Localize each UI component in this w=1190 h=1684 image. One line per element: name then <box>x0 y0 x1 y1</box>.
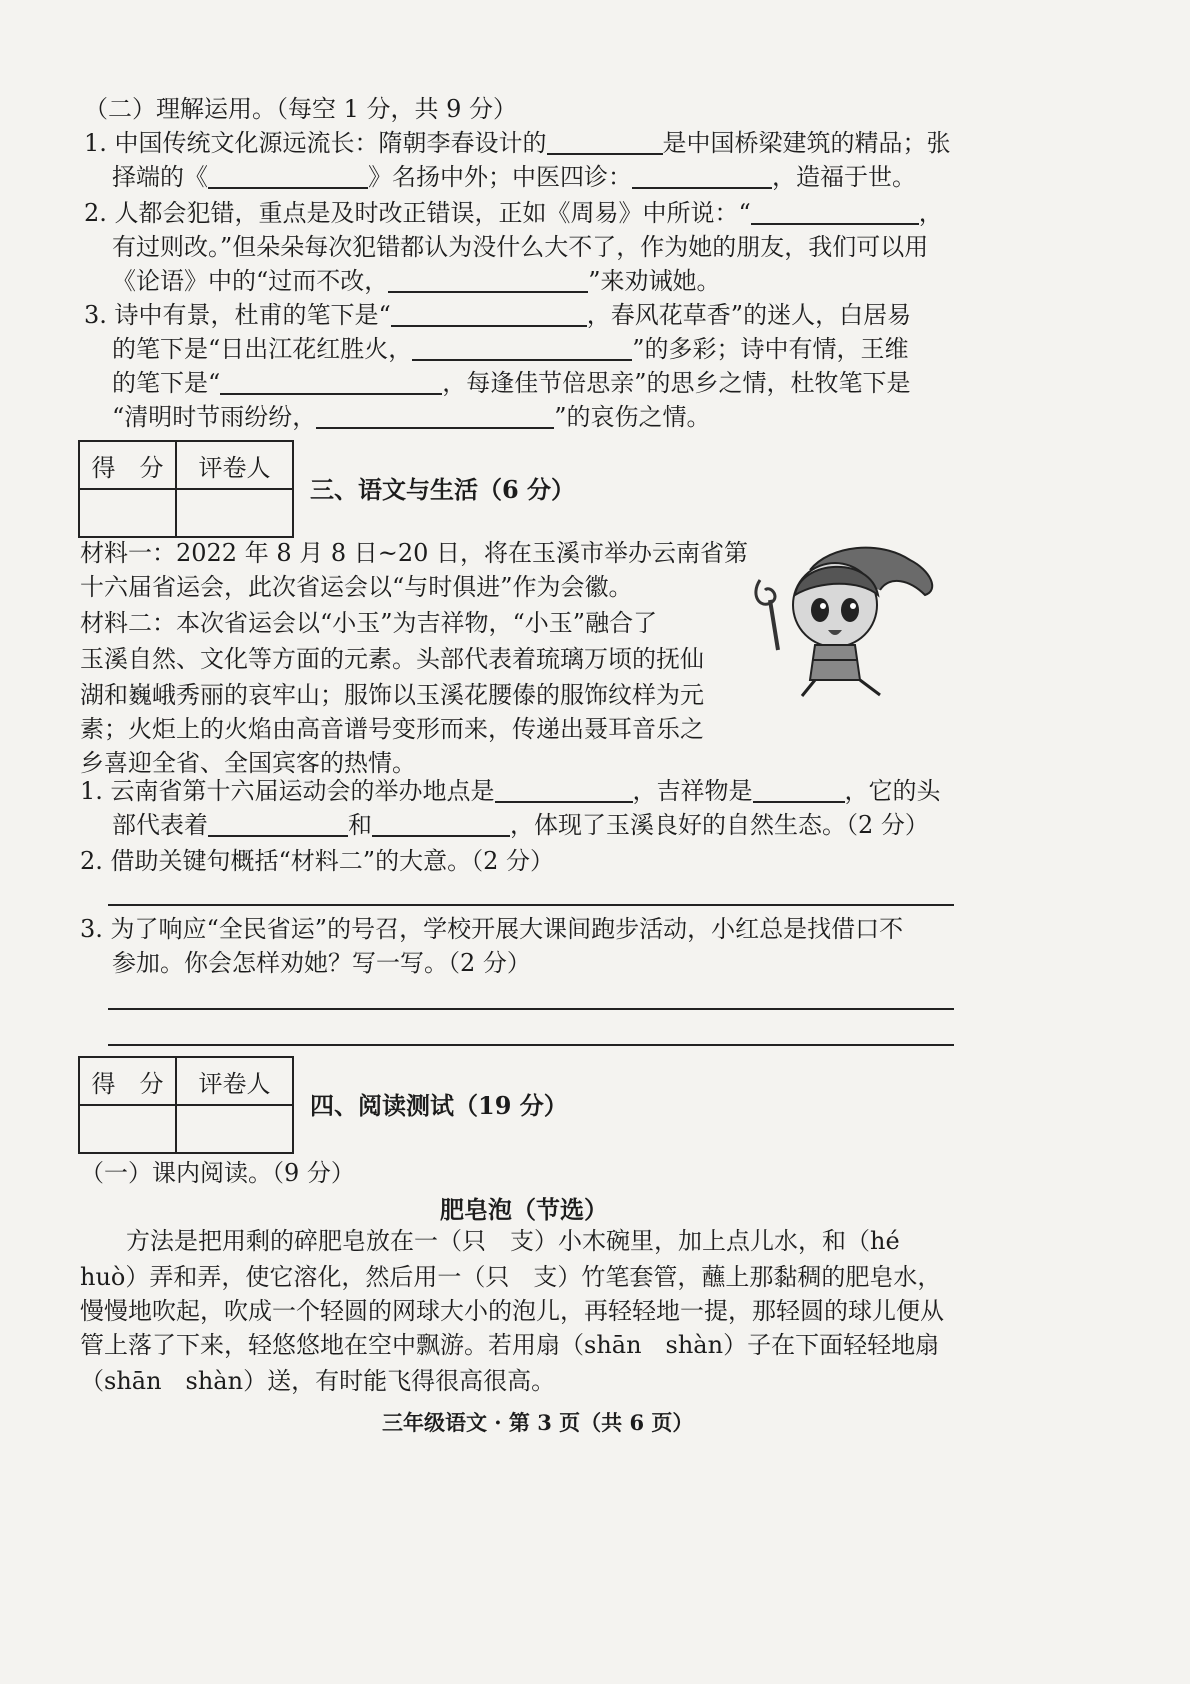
question-3-line4: “清明时节雨纷纷， ”的哀伤之情。 <box>112 403 711 431</box>
grader-cell[interactable] <box>176 489 293 537</box>
question-2-line1: 2. 人都会犯错，重点是及时改正错误，正如《周易》中所说：“ ， <box>84 199 943 227</box>
passage-line: 方法是把用剩的碎肥皂放在一（只 支）小木碗里，加上点儿水，和（hé <box>126 1227 900 1255</box>
reading-sub1: （一）课内阅读。（9 分） <box>80 1159 355 1187</box>
s3-question-1-line1: 1. 云南省第十六届运动会的举办地点是 ，吉祥物是 ，它的头 <box>80 777 941 805</box>
question-3-line2: 的笔下是“日出江花红胜火， ”的多彩；诗中有情，王维 <box>112 335 909 363</box>
answer-line[interactable] <box>108 1044 954 1046</box>
question-3-line1: 3. 诗中有景，杜甫的笔下是“ ，春风花草香”的迷人，白居易 <box>84 301 912 329</box>
answer-blank[interactable] <box>388 265 588 293</box>
question-2-line3: 《论语》中的“过而不改， ”来劝诫她。 <box>112 267 721 295</box>
answer-blank[interactable] <box>372 809 510 837</box>
section4-title: 四、阅读测试（19 分） <box>310 1091 568 1120</box>
xiaoyu-mascot-icon <box>740 540 940 700</box>
answer-blank[interactable] <box>316 401 554 429</box>
answer-blank[interactable] <box>208 161 368 189</box>
question-3-line3: 的笔下是“ ，每逢佳节倍思亲”的思乡之情，杜牧笔下是 <box>112 369 911 397</box>
grader-cell[interactable] <box>176 1105 293 1153</box>
passage-title: 肥皂泡（节选） <box>440 1195 608 1224</box>
s3-question-3-line1: 3. 为了响应“全民省运”的号召，学校开展大课间跑步活动，小红总是找借口不 <box>80 915 904 943</box>
score-box <box>78 1056 294 1154</box>
passage-line: 管上落了下来，轻悠悠地在空中飘游。若用扇（shān shàn）子在下面轻轻地扇 <box>80 1331 940 1359</box>
question-1-line2: 择端的《 》名扬中外；中医四诊： ，造福于世。 <box>112 163 916 191</box>
grader-label: 评卷人 <box>176 441 293 489</box>
answer-line[interactable] <box>108 1008 954 1010</box>
answer-blank[interactable] <box>495 775 633 803</box>
material-line: 材料一：2022 年 8 月 8 日~20 日，将在玉溪市举办云南省第 <box>80 539 749 567</box>
answer-blank[interactable] <box>208 809 348 837</box>
passage-line: 慢慢地吹起，吹成一个轻圆的网球大小的泡儿，再轻轻地一提，那轻圆的球儿便从 <box>80 1297 944 1325</box>
question-2-line2: 有过则改。”但朵朵每次犯错都认为没什么大不了，作为她的朋友，我们可以用 <box>112 233 929 261</box>
answer-blank[interactable] <box>391 299 587 327</box>
score-cell[interactable] <box>79 489 176 537</box>
score-label: 得 分 <box>79 1057 176 1105</box>
score-label: 得 分 <box>79 441 176 489</box>
s3-question-1-line2: 部代表着 和 ，体现了玉溪良好的自然生态。（2 分） <box>112 811 929 839</box>
answer-blank[interactable] <box>751 197 919 225</box>
material-line: 材料二：本次省运会以“小玉”为吉祥物，“小玉”融合了 <box>80 609 658 637</box>
passage-line: huò）弄和弄，使它溶化，然后用一（只 支）竹笔套管，蘸上那黏稠的肥皂水， <box>80 1263 942 1291</box>
material-line: 玉溪自然、文化等方面的元素。头部代表着琉璃万顷的抚仙 <box>80 645 704 673</box>
material-line: 十六届省运会，此次省运会以“与时俱进”作为会徽。 <box>80 573 633 601</box>
page-footer: 三年级语文 · 第 3 页（共 6 页） <box>382 1410 694 1435</box>
s3-question-3-line2: 参加。你会怎样劝她？写一写。（2 分） <box>112 949 531 977</box>
answer-blank[interactable] <box>412 333 632 361</box>
score-cell[interactable] <box>79 1105 176 1153</box>
material-line: 湖和巍峨秀丽的哀牢山；服饰以玉溪花腰傣的服饰纹样为元 <box>80 681 704 709</box>
material-line: 素；火炬上的火焰由高音谱号变形而来，传递出聂耳音乐之 <box>80 715 704 743</box>
section2-header: （二）理解运用。（每空 1 分，共 9 分） <box>84 95 518 123</box>
answer-line[interactable] <box>108 904 954 906</box>
s3-question-2: 2. 借助关键句概括“材料二”的大意。（2 分） <box>80 847 554 875</box>
answer-blank[interactable] <box>753 775 845 803</box>
question-1-line1: 1. 中国传统文化源远流长：隋朝李春设计的 是中国桥梁建筑的精品；张 <box>84 129 951 157</box>
answer-blank[interactable] <box>632 161 772 189</box>
passage-line: （shān shàn）送，有时能飞得很高很高。 <box>80 1367 556 1395</box>
material-line: 乡喜迎全省、全国宾客的热情。 <box>80 749 416 777</box>
answer-blank[interactable] <box>547 127 663 155</box>
answer-blank[interactable] <box>220 367 442 395</box>
score-box <box>78 440 294 538</box>
section3-title: 三、语文与生活（6 分） <box>310 475 576 504</box>
grader-label: 评卷人 <box>176 1057 293 1105</box>
